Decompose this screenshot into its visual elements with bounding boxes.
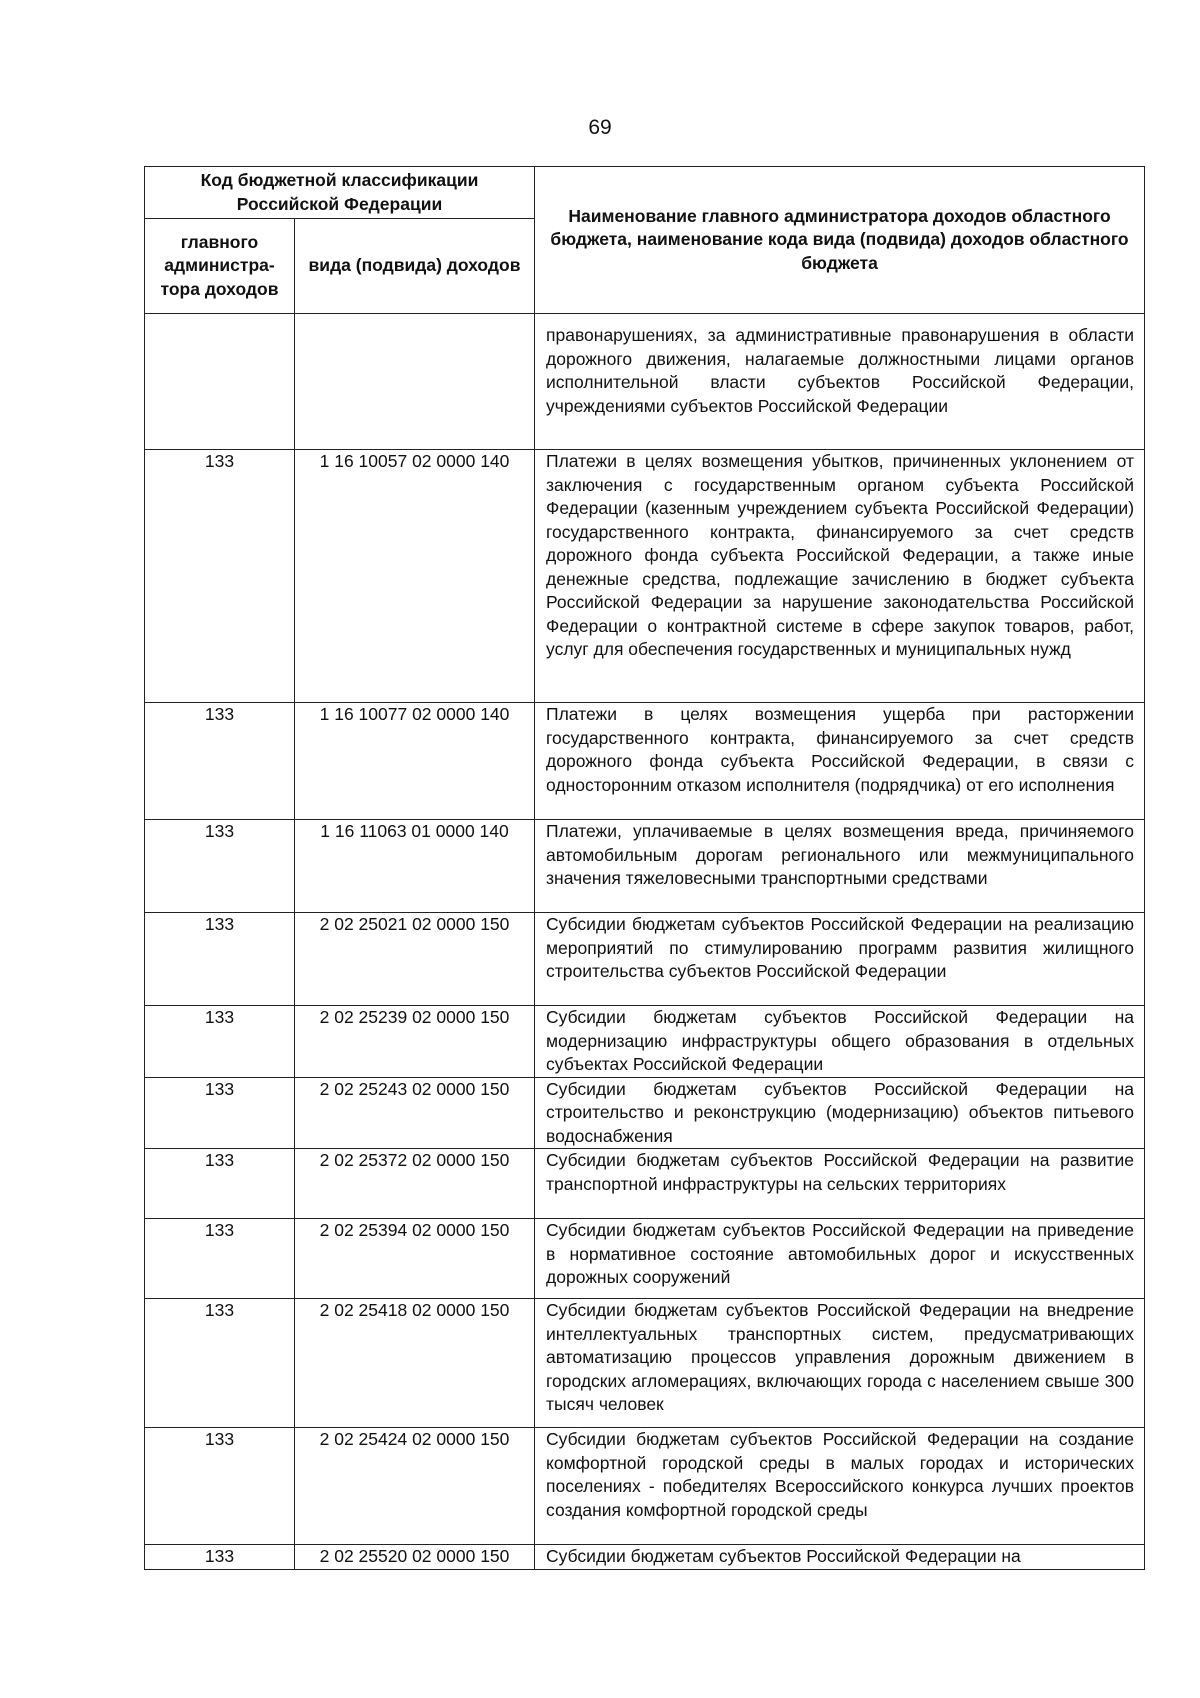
table-body: [145, 314, 1145, 1570]
income-code-cell: 2 02 25424 02 0000 150: [295, 1428, 535, 1545]
income-code-cell: 1 16 10057 02 0000 140: [295, 450, 535, 703]
table-row: [145, 703, 1145, 820]
table-row: [145, 1299, 1145, 1428]
income-code-cell: [295, 314, 535, 450]
administrator-code-cell: 133: [145, 1149, 295, 1219]
income-name-cell: Субсидии бюджетам субъектов Российской Федерации на модернизацию инфраструктуры общего образования в отдельных субъектах Российской Федерации: [535, 1006, 1145, 1078]
income-code-cell: 2 02 25520 02 0000 150: [295, 1545, 535, 1570]
income-code-cell: 2 02 25418 02 0000 150: [295, 1299, 535, 1428]
income-code-cell: 2 02 25394 02 0000 150: [295, 1219, 535, 1299]
table-row: [145, 1149, 1145, 1219]
table-row: [145, 1077, 1145, 1149]
table-row: [145, 450, 1145, 703]
administrator-code-cell: 133: [145, 913, 295, 1006]
table-row: [145, 1428, 1145, 1545]
budget-classification-table: [144, 166, 1145, 1570]
income-name-cell: Платежи, уплачиваемые в целях возмещения вреда, причиняемого автомобильным дорогам регионального или межмуниципального значения тяжеловесными транспортными средствами: [535, 820, 1145, 913]
administrator-code-cell: 133: [145, 703, 295, 820]
administrator-code-cell: 133: [145, 450, 295, 703]
header-classification-code: Код бюджетной классификации Российской Федерации: [145, 167, 535, 219]
income-name-cell: Субсидии бюджетам субъектов Российской Федерации на развитие транспортной инфраструктуры на сельских территориях: [535, 1149, 1145, 1219]
income-name-cell: Субсидии бюджетам субъектов Российской Федерации на приведение в нормативное состояние автомобильных дорог и искусственных дорожных сооружений: [535, 1219, 1145, 1299]
income-name-cell: Субсидии бюджетам субъектов Российской Федерации на реализацию мероприятий по стимулированию программ развития жилищного строительства субъектов Российской Федерации: [535, 913, 1145, 1006]
administrator-code-cell: 133: [145, 820, 295, 913]
administrator-code-cell: 133: [145, 1299, 295, 1428]
income-name-cell: Субсидии бюджетам субъектов Российской Федерации на строительство и реконструкцию (модернизацию) объектов питьевого водоснабжения: [535, 1077, 1145, 1149]
administrator-code-cell: 133: [145, 1545, 295, 1570]
income-name-cell: Субсидии бюджетам субъектов Российской Федерации на внедрение интеллектуальных транспортных систем, предусматривающих автоматизацию процессов управления дорожным движением в городских агломерациях, включающих города с населением свыше 300 тысяч человек: [535, 1299, 1145, 1428]
page-number: 69: [588, 116, 612, 139]
income-code-cell: 1 16 10077 02 0000 140: [295, 703, 535, 820]
income-name-cell: Субсидии бюджетам субъектов Российской Федерации на создание комфортной городской среды в малых городах и исторических поселениях - победителях Всероссийского конкурса лучших проектов создания комфортной городской среды: [535, 1428, 1145, 1545]
table-row: [145, 820, 1145, 913]
table-row: [145, 1545, 1145, 1570]
table-header: [145, 167, 1145, 314]
income-code-cell: 1 16 11063 01 0000 140: [295, 820, 535, 913]
income-name-cell: Субсидии бюджетам субъектов Российской Федерации на: [535, 1545, 1145, 1570]
income-code-cell: 2 02 25372 02 0000 150: [295, 1149, 535, 1219]
administrator-code-cell: 133: [145, 1428, 295, 1545]
income-name-cell: правонарушениях, за административные правонарушения в области дорожного движения, налагаемые должностными лицами органов исполнительной власти субъектов Российской Федерации, учреждениями субъектов Российской Федерации: [535, 314, 1145, 450]
header-administrator-name: Наименование главного администратора доходов областного бюджета, наименование кода вида (подвида) доходов областного бюджета: [535, 167, 1145, 314]
table-row: [145, 314, 1145, 450]
income-code-cell: 2 02 25243 02 0000 150: [295, 1077, 535, 1149]
income-code-cell: 2 02 25021 02 0000 150: [295, 913, 535, 1006]
income-name-cell: Платежи в целях возмещения убытков, причиненных уклонением от заключения с государственным органом субъекта Российской Федерации (казенным учреждением субъекта Российской Федерации) государственного контракта, финансируемого за счет средств дорожного фонда субъекта Российской Федерации, а также иные денежные средства, подлежащие зачислению в бюджет субъекта Российской Федерации за нарушение законодательства Российской Федерации о контрактной системе в сфере закупок товаров, работ, услуг для обеспечения государственных и муниципальных нужд: [535, 450, 1145, 703]
administrator-code-cell: [145, 314, 295, 450]
header-chief-administrator: главного администра- тора доходов: [145, 219, 295, 314]
administrator-code-cell: 133: [145, 1077, 295, 1149]
table-row: [145, 1219, 1145, 1299]
income-name-cell: Платежи в целях возмещения ущерба при расторжении государственного контракта, финансируемого за счет средств дорожного фонда субъекта Российской Федерации, в связи с односторонним отказом исполнителя (подрядчика) от его исполнения: [535, 703, 1145, 820]
administrator-code-cell: 133: [145, 1006, 295, 1078]
income-code-cell: 2 02 25239 02 0000 150: [295, 1006, 535, 1078]
table-row: [145, 1006, 1145, 1078]
header-income-kind: вида (подвида) доходов: [295, 219, 535, 314]
administrator-code-cell: 133: [145, 1219, 295, 1299]
table-row: [145, 913, 1145, 1006]
